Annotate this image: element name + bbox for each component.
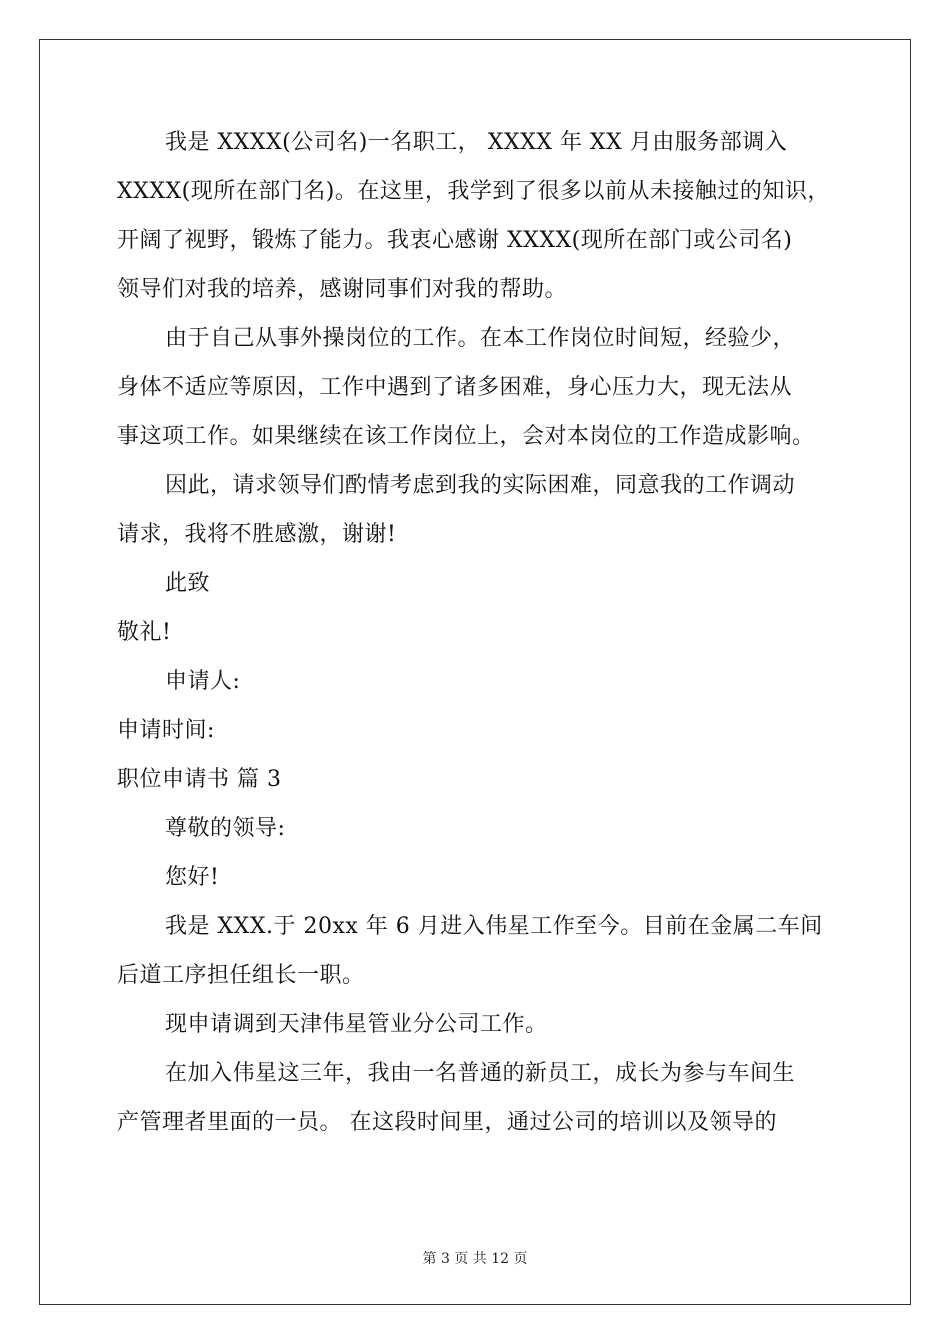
text-line: 在加入伟星这三年，我由一名普通的新员工，成长为参与车间生	[165, 1061, 796, 1086]
text-line: 领导们对我的培养，感谢同事们对我的帮助。	[117, 277, 568, 302]
text-line: 申请人:	[165, 669, 241, 694]
text-line: 开阔了视野，锻炼了能力。我衷心感谢 XXXX(现所在部门或公司名)	[117, 228, 793, 253]
text-line: 事这项工作。如果继续在该工作岗位上，会对本岗位的工作造成影响。	[117, 424, 815, 449]
text-line: 申请时间:	[117, 718, 215, 743]
text-line: 由于自己从事外操岗位的工作。在本工作岗位时间短，经验少，	[165, 326, 796, 351]
text-line: 您好!	[165, 865, 220, 890]
text-line: 产管理者里面的一员。 在这段时间里，通过公司的培训以及领导的	[117, 1110, 777, 1135]
text-line: 此致	[165, 571, 211, 596]
text-line: 因此，请求领导们酌情考虑到我的实际困难，同意我的工作调动	[165, 473, 796, 498]
text-line: 身体不适应等原因，工作中遇到了诸多困难，身心压力大，现无法从	[117, 375, 793, 400]
text-line: 尊敬的领导:	[165, 816, 286, 841]
text-line: 后道工序担任组长一职。	[117, 963, 365, 988]
text-line: 现申请调到天津伟星管业分公司工作。	[165, 1012, 548, 1037]
text-line: 我是 XXXX(公司名)一名职工， XXXX 年 XX 月由服务部调入	[165, 130, 788, 155]
page-footer: 第 3 页 共 12 页	[422, 1251, 528, 1267]
section-heading: 职位申请书 篇 3	[117, 767, 282, 792]
text-line: XXXX(现所在部门名)。在这里，我学到了很多以前从未接触过的知识，	[117, 179, 830, 204]
text-line: 请求，我将不胜感激，谢谢!	[117, 522, 397, 547]
text-line: 我是 XXX.于 20xx 年 6 月进入伟星工作至今。目前在金属二车间	[165, 914, 823, 939]
text-line: 敬礼!	[117, 620, 172, 645]
